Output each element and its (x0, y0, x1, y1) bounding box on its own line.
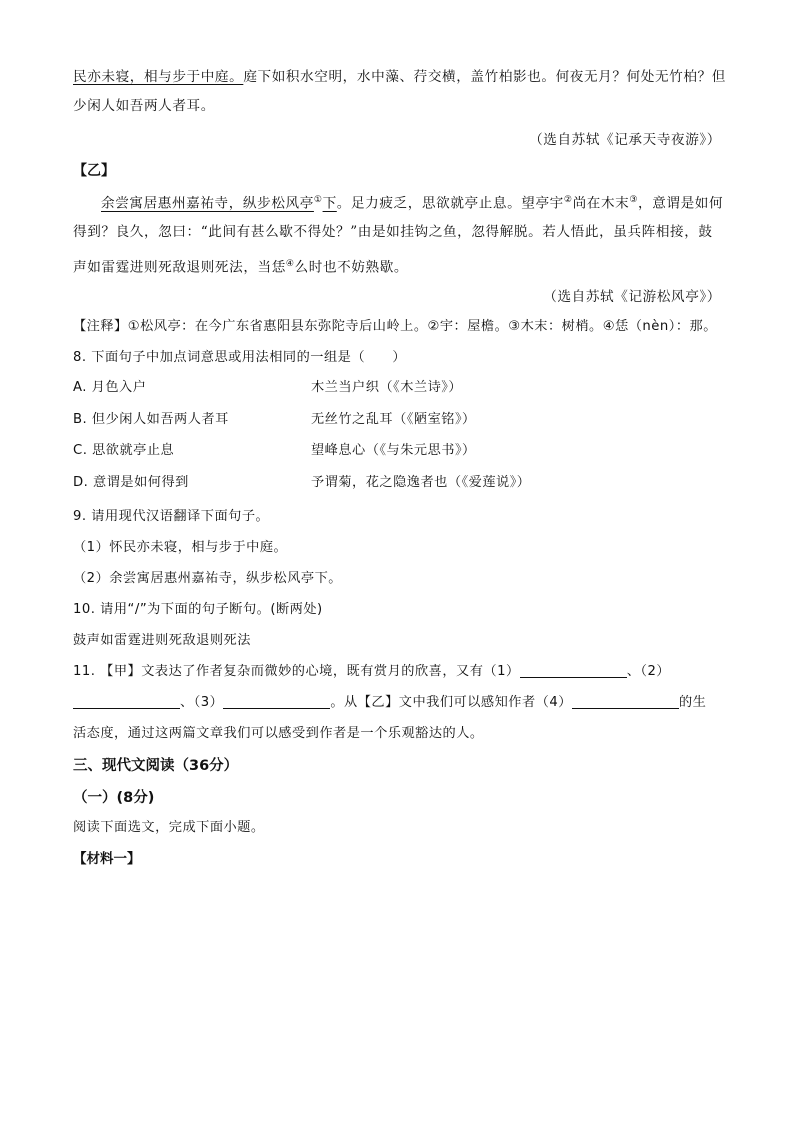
q10-sentence: 鼓声如雷霆进则死敌退则死法 (73, 633, 251, 648)
q8-option-b-right: 无丝竹之乱耳（《陋室铭》） (311, 412, 476, 427)
question-11-line-2 (73, 693, 706, 713)
answer-blank-3[interactable] (223, 694, 330, 709)
q8-option-b-left: B. 但少闲人如吾两人者耳 (73, 412, 229, 427)
q8-option-d-right: 予谓菊，花之隐逸者也（《爱莲说》） (311, 475, 531, 490)
question-11-line-3: 活态度，通过这两篇文章我们可以感受到作者是一个乐观豁达的人。 (73, 726, 484, 741)
jia-line-1 (73, 67, 726, 87)
q8-option-a (73, 378, 723, 398)
yi-underlined-xia: 下 (322, 195, 337, 212)
q11-text-a: 11. 【甲】文表达了作者复杂而微妙的心境，既有赏月的欣喜，又有（1） (73, 664, 520, 679)
jia-source: （选自苏轼《记承天寺夜游》） (529, 132, 721, 148)
note-marker-4: ④ (285, 259, 295, 269)
q11-text-e: 的生 (678, 695, 707, 710)
yi-source: （选自苏轼《记游松风亭》） (543, 289, 721, 305)
q8-option-d-left: D. 意谓是如何得到 (73, 475, 189, 490)
section-3-instruction: 阅读下面选文，完成下面小题。 (73, 820, 265, 835)
yi-line-3 (73, 254, 408, 278)
q8-option-a-right: 木兰当户织（《木兰诗》） (311, 380, 463, 395)
section-3-subtitle: （一）(8分) (73, 790, 155, 806)
yi-line-1-text-c: ，意谓是如何 (638, 195, 724, 212)
yi-underlined-sentence: 余尝寓居惠州嘉祐寺，纵步松风亭 (101, 195, 314, 212)
q9-item-2: （2）余尝寓居惠州嘉祐寺，纵步松风亭下。 (73, 571, 342, 586)
answer-blank-4[interactable] (572, 694, 679, 709)
q11-text-b: 、（2） (626, 664, 671, 679)
q8-option-d (73, 473, 723, 493)
jia-line-2: 少闲人如吾两人者耳。 (73, 98, 215, 114)
q9-item-1: （1）怀民亦未寝，相与步于中庭。 (73, 540, 288, 555)
note-marker-3: ③ (629, 195, 639, 205)
note-marker-2: ② (563, 195, 573, 205)
answer-blank-1[interactable] (520, 663, 627, 678)
q11-text-d: 。从【乙】文中我们可以感知作者（4） (330, 695, 572, 710)
q8-option-c (73, 441, 723, 461)
q8-option-a-left: A. 月色入户 (73, 380, 147, 395)
yi-line-1-text-b: 尚在木末 (572, 195, 630, 212)
yi-heading: 【乙】 (73, 163, 115, 179)
q8-option-b (73, 410, 723, 430)
yi-line-3-text-b: 么时也不妨熟歇。 (294, 259, 409, 276)
jia-line-1-rest: 庭下如积水空明，水中藻、荇交横，盖竹柏影也。何夜无月？何处无竹柏？但 (243, 69, 726, 85)
section-3-title: 三、现代文阅读（36分） (73, 758, 239, 774)
q11-text-c: 、（3） (180, 695, 224, 710)
note-marker-1: ① (313, 195, 323, 205)
question-10-stem: 10. 请用“/”为下面的句子断句。(断两处) (73, 602, 323, 617)
question-11-line-1 (73, 662, 670, 682)
yi-line-2: 得到？良久，忽曰：“此间有甚么歇不得处？”由是如挂钩之鱼，忽得解脱。若人悟此，虽兵阵相接，鼓 (73, 224, 713, 240)
jia-underlined-sentence: 民亦未寝，相与步于中庭。 (73, 69, 244, 85)
question-9-stem: 9. 请用现代汉语翻译下面句子。 (73, 509, 270, 524)
q8-option-c-right: 望峰息心（《与朱元思书》） (311, 443, 476, 458)
answer-blank-2[interactable] (73, 694, 180, 709)
material-one-heading: 【材料一】 (73, 851, 141, 867)
q8-option-c-left: C. 思欲就亭止息 (73, 443, 175, 458)
annotation-notes: 【注释】①松风亭：在今广东省惠阳县东弥陀寺后山岭上。②宇：屋檐。③木末：树梢。④恁（nèn）：那。 (73, 319, 717, 334)
question-8-stem: 8. 下面句子中加点词意思或用法相同的一组是（ ） (73, 350, 407, 365)
yi-line-1 (101, 190, 723, 214)
yi-line-3-text-a: 声如雷霆进则死敌退则死法，当恁 (73, 259, 286, 276)
yi-line-1-text-a: 。足力疲乏，思欲就亭止息。望亭宇 (336, 195, 564, 212)
